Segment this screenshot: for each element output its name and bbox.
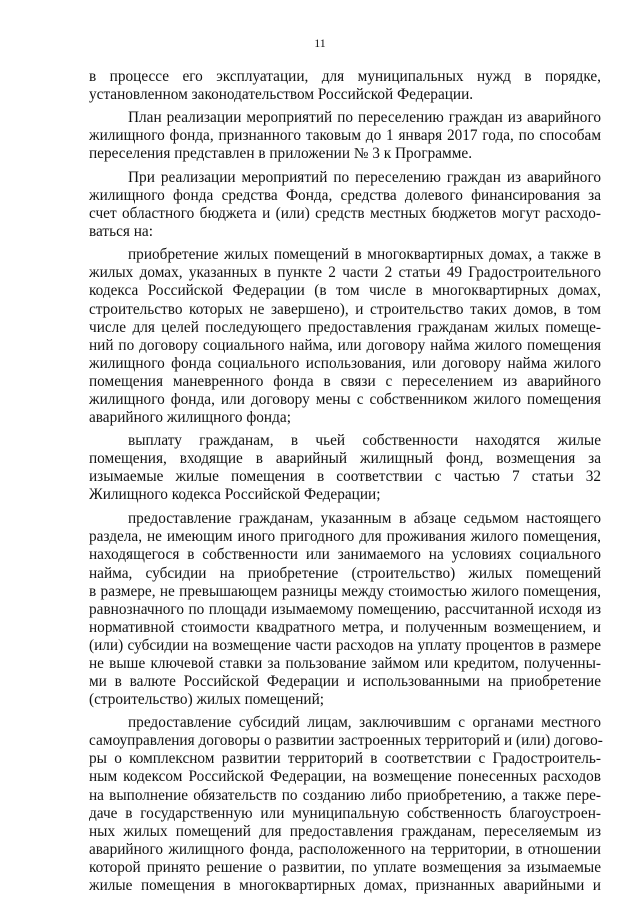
- text-line: в размере, не превышающем разницы между стоимостью жилого помещения,: [89, 582, 601, 600]
- text-line: предоставление гражданам, указанным в абзаце седьмом настоящего: [128, 510, 601, 528]
- text-line: ваться на:: [89, 223, 153, 241]
- text-line: жилищного фонда, признанного таковым до 1 января 2017 года, по способам: [89, 127, 601, 145]
- text-line: раздела, не имеющим иного пригодного для проживания жилого помещения,: [89, 528, 601, 546]
- text-line: жилые помещения в многоквартирных домах, признанных аварийными и: [89, 877, 601, 894]
- text-line: выплату гражданам, в чьей собственности находятся жилые: [128, 432, 601, 449]
- text-line: находящегося в собственности или занимаемого на условиях социального: [89, 546, 601, 564]
- text-line: помещения маневренного фонда в связи с переселением из аварийного: [89, 372, 601, 390]
- text-line: жилищного фонда, или договору мены с собственником жилого помещения: [89, 391, 601, 408]
- text-line: ных жилых помещений для предоставления гражданам, переселяемым из: [89, 822, 601, 840]
- text-line: найма, субсидии на приобретение (строительство) жилых помещений: [89, 564, 601, 582]
- text-line: нормативной стоимости квадратного метра, и полученным возмещением, и: [89, 618, 601, 636]
- text-line: предоставление субсидий лицам, заключившим с органами местного: [128, 714, 601, 732]
- text-line: установленном законодательством Российской Федерации.: [89, 86, 474, 104]
- text-line: помещения, входящие в аварийный жилищный фонд, возмещения за: [89, 450, 601, 468]
- text-line: жилищного фонда средства Фонда, средства долевого финансирования за: [89, 187, 601, 205]
- text-line: ры о комплексном развитии территорий в соответствии с Градостроитель-: [89, 750, 601, 768]
- text-line: аварийного жилищного фонда;: [89, 409, 291, 427]
- text-line: кодекса Российской Федерации (в том числе в многоквартирных домах,: [89, 282, 601, 300]
- text-line: равнозначного по площади изымаемому помещению, рассчитанной исходя из: [89, 600, 601, 618]
- text-line: на выполнение обязательств по созданию либо приобретению, а также пере-: [89, 786, 601, 804]
- text-line: жилищного фонда социального использования, или договору найма жилого: [89, 354, 601, 372]
- text-line: приобретение жилых помещений в многоквартирных домах, а также в: [128, 246, 601, 264]
- text-line: жилых домах, указанных в пункте 2 части 2 статьи 49 Градостроительного: [89, 264, 601, 282]
- text-line: числе для целей последующего предоставления гражданам жилых помеще-: [89, 318, 601, 336]
- text-line: даче в государственную или муниципальную собственность благоустроен-: [89, 804, 601, 822]
- text-line: самоуправления договоры о развитии застроенных территорий и (или) догово-: [89, 732, 603, 750]
- text-line: изымаемые жилые помещения в соответствии с частью 7 статьи 32: [89, 468, 601, 486]
- text-line: счет областного бюджета и (или) средств местных бюджетов могут расходо-: [89, 205, 601, 223]
- text-line: строительство которых не завершено), и строительство таких домов, в том: [89, 300, 601, 318]
- text-line: План реализации мероприятий по переселению граждан из аварийного: [128, 109, 601, 126]
- text-line: ний по договору социального найма, или договору найма жилого помещения: [89, 336, 601, 354]
- text-line: ным кодексом Российской Федерации, на возмещение понесенных расходов: [89, 768, 601, 786]
- text-line: не выше ключевой ставки за пользование займом или кредитом, полученны-: [89, 655, 601, 672]
- text-line: аварийного жилищного фонда, расположенного на территории, в отношении: [89, 840, 601, 858]
- text-line: в процессе его эксплуатации, для муниципальных нужд в порядке,: [89, 68, 601, 85]
- page-number: 11: [314, 36, 326, 50]
- text-line: которой принято решение о развитии, по уплате возмещения за изымаемые: [89, 858, 601, 876]
- text-line: Жилищного кодекса Российской Федерации;: [89, 486, 381, 504]
- text-line: ми в валюте Российской Федерации и использованными на приобретение: [89, 673, 601, 691]
- text-line: При реализации мероприятий по переселению граждан из аварийного: [128, 169, 601, 186]
- text-line: (или) субсидии на возмещение части расходов на уплату процентов в размере: [89, 636, 601, 654]
- text-line: (строительство) жилых помещений;: [89, 691, 325, 709]
- text-line: переселения представлен в приложении № 3 к Программе.: [89, 145, 473, 163]
